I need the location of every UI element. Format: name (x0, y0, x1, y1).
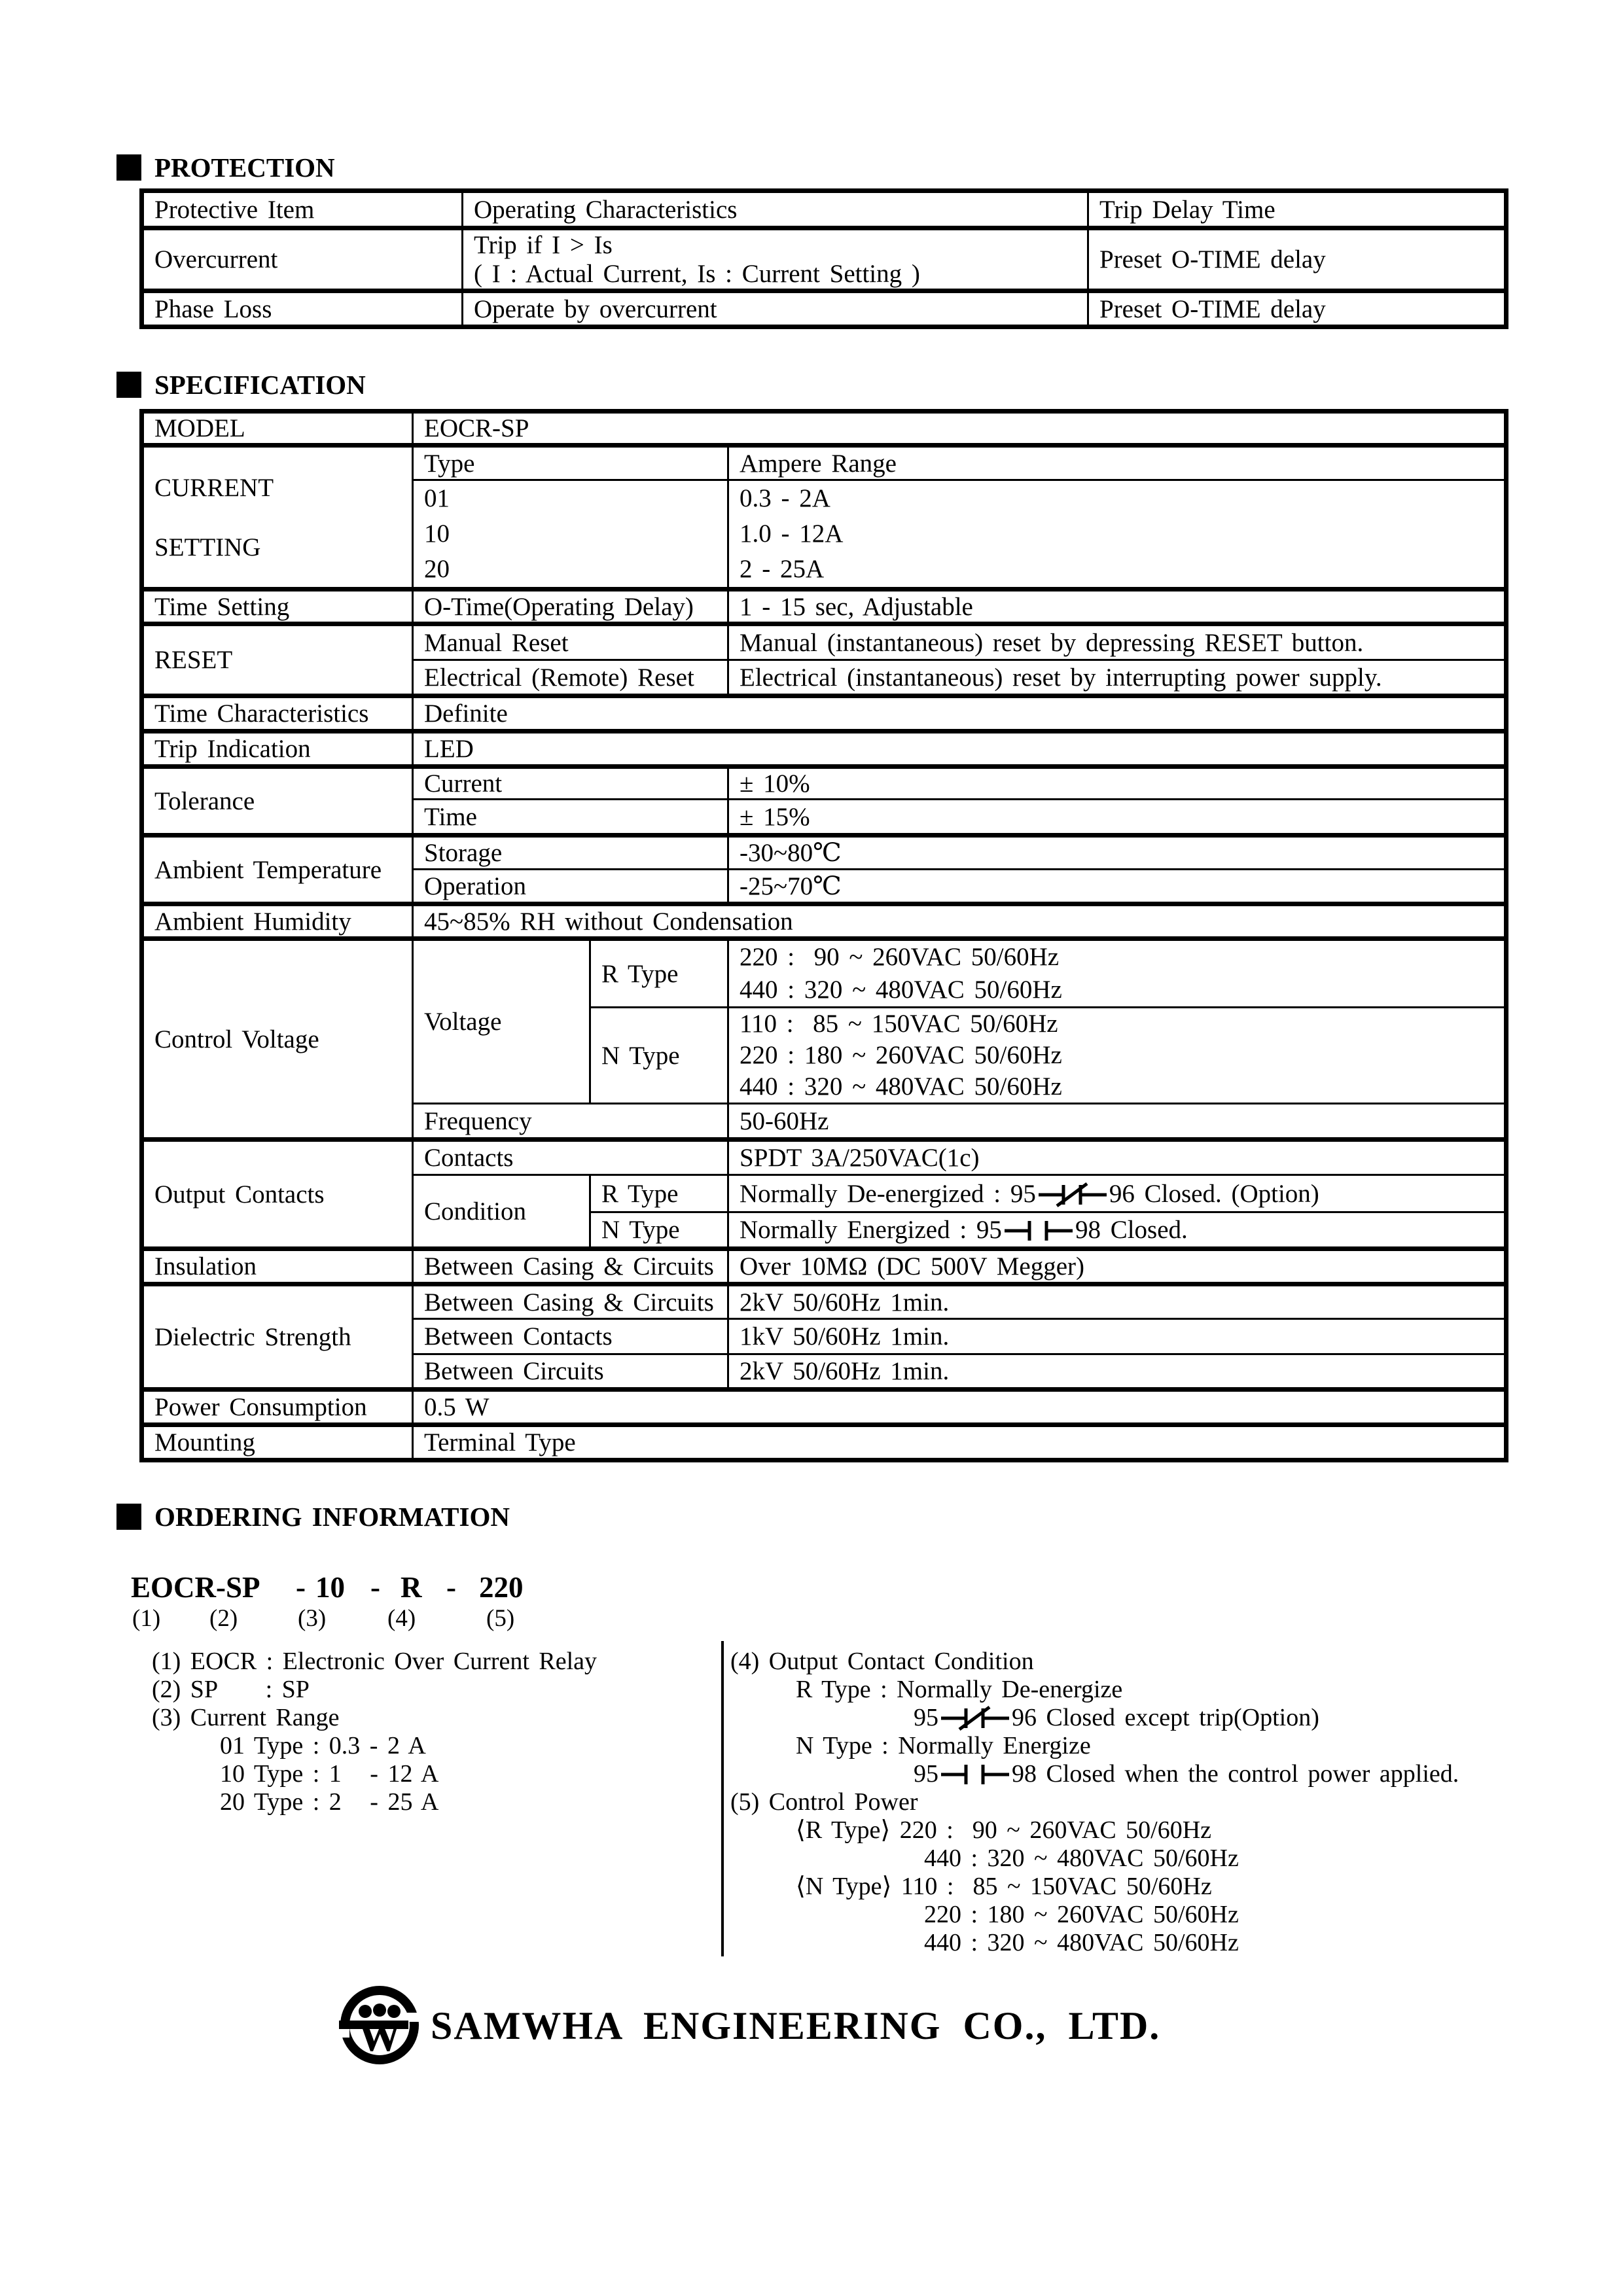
code-part: 220 (479, 1571, 524, 1604)
spec-tolerance-current-sub: Current (413, 767, 728, 800)
ordering-model-code (131, 1570, 654, 1604)
ordering-section-header (116, 1501, 510, 1532)
voltage-line: 220 : 90 ~ 260VAC 50/60Hz (740, 943, 1060, 971)
specification-table (139, 409, 1508, 1462)
no-contact-icon (941, 1761, 1009, 1788)
logo-monogram: W (358, 2013, 401, 2060)
ordering-voltage-line: 440 : 320 ~ 480VAC 50/60Hz (924, 1929, 1239, 1956)
spec-row-ambient-storage (142, 836, 1507, 870)
spec-dielectric-sub: Between Contacts (413, 1319, 728, 1354)
spec-frequency-sub: Frequency (413, 1104, 728, 1140)
spec-row-tolerance-current (142, 767, 1507, 800)
section-bullet-square (116, 154, 141, 181)
spec-current-ampere-header: Ampere Range (728, 446, 1507, 480)
spec-row-time-characteristics (142, 696, 1507, 732)
code-label: (5) (486, 1605, 515, 1632)
protection-row-overcurrent (142, 228, 1507, 291)
spec-dielectric-sub: Between Circuits (413, 1354, 728, 1390)
spec-contacts-sub: Contacts (413, 1140, 728, 1175)
column-divider-line (721, 1641, 724, 1956)
protection-header-characteristics: Operating Characteristics (463, 191, 1088, 228)
spec-mounting-value: Terminal Type (413, 1425, 1507, 1460)
spec-label-ambient-humidity: Ambient Humidity (142, 904, 413, 939)
condition-text: 96 Closed. (Option) (1109, 1179, 1319, 1208)
spec-condition-r-value (728, 1175, 1507, 1212)
spec-row-voltage-r-type (142, 939, 1507, 1008)
spec-insulation-value: Over 10MΩ (DC 500V Megger) (728, 1249, 1507, 1284)
spec-label-dielectric: Dielectric Strength (142, 1284, 413, 1390)
code-part: R (401, 1571, 422, 1604)
company-name: SAMWHA ENGINEERING CO., LTD. (431, 2004, 1161, 2047)
current-type: 20 (424, 555, 450, 583)
samwha-logo-icon (339, 1984, 420, 2066)
spec-label-insulation: Insulation (142, 1249, 413, 1284)
spec-voltage-r-type-label: R Type (590, 939, 728, 1008)
ordering-subitem: 10 Type : 1 - 12 A (220, 1760, 439, 1788)
code-label: (2) (209, 1605, 238, 1632)
spec-condition-r-label: R Type (590, 1175, 728, 1212)
spec-tolerance-time-sub: Time (413, 800, 728, 836)
spec-row-dielectric-casing (142, 1284, 1507, 1319)
code-separator: - (370, 1571, 380, 1604)
protection-header-row (142, 191, 1507, 228)
spec-row-reset-manual (142, 624, 1507, 660)
ampere-range: 0.3 - 2A (740, 484, 830, 512)
characteristics-line: ( I : Actual Current, Is : Current Setting ) (474, 259, 920, 288)
nc-contact-icon (941, 1705, 1009, 1731)
spec-value-model: EOCR-SP (413, 412, 1507, 446)
ordering-voltage-line: ⟨N Type⟩ 110 : 85 ~ 150VAC 50/60Hz (796, 1873, 1212, 1900)
spec-tolerance-time-value: ± 15% (728, 800, 1507, 836)
ordering-subitem: 01 Type : 0.3 - 2 A (220, 1732, 426, 1759)
contact-text: 95 (914, 1760, 938, 1788)
company-logo (339, 1984, 420, 2070)
spec-voltage-n-values (728, 1008, 1507, 1104)
protection-item-cell: Phase Loss (142, 291, 463, 327)
ordering-voltage-line: 220 : 180 ~ 260VAC 50/60Hz (924, 1901, 1239, 1928)
spec-reset-electrical-value: Electrical (instantaneous) reset by interrupting power supply. (728, 660, 1507, 696)
specification-section-header (116, 369, 366, 400)
specification-section-title: SPECIFICATION (154, 370, 366, 400)
spec-label-time-setting: Time Setting (142, 590, 413, 624)
spec-label-ambient-temperature: Ambient Temperature (142, 836, 413, 904)
protection-row-phase-loss (142, 291, 1507, 327)
spec-row-model (142, 412, 1507, 446)
ordering-subitem: N Type : Normally Energize (796, 1732, 1091, 1759)
protection-section-header (116, 152, 335, 183)
spec-time-setting-value: 1 - 15 sec, Adjustable (728, 590, 1507, 624)
code-part: 10 (315, 1571, 345, 1604)
spec-ambient-operation-sub: Operation (413, 870, 728, 904)
spec-dielectric-value: 1kV 50/60Hz 1min. (728, 1319, 1507, 1354)
ordering-item: (3) Current Range (152, 1704, 340, 1731)
ordering-subitem: R Type : Normally De-energize (796, 1676, 1123, 1703)
spec-label-model: MODEL (142, 412, 413, 446)
spec-row-ambient-humidity (142, 904, 1507, 939)
spec-dielectric-sub: Between Casing & Circuits (413, 1284, 728, 1319)
protection-characteristics-cell: Operate by overcurrent (463, 291, 1088, 327)
section-bullet-square (116, 1504, 141, 1530)
section-bullet-square (116, 372, 141, 398)
protection-section-title: PROTECTION (154, 152, 335, 183)
protection-item-cell: Overcurrent (142, 228, 463, 291)
voltage-line: 220 : 180 ~ 260VAC 50/60Hz (740, 1041, 1062, 1069)
ordering-item: (4) Output Contact Condition (730, 1648, 1034, 1675)
spec-ambient-operation-value: -25~70℃ (728, 870, 1507, 904)
characteristics-line: Trip if I > Is (474, 230, 613, 259)
spec-voltage-r-values (728, 939, 1507, 1008)
ordering-item: (1) EOCR : Electronic Over Current Relay (152, 1648, 597, 1675)
spec-dielectric-value: 2kV 50/60Hz 1min. (728, 1354, 1507, 1390)
nc-contact-icon (1039, 1182, 1107, 1208)
spec-current-types-cell (413, 480, 728, 590)
spec-label-current-setting (142, 446, 413, 590)
current-type: 01 (424, 484, 450, 512)
label-line: CURRENT (154, 473, 274, 502)
ordering-subitem: 20 Type : 2 - 25 A (220, 1788, 439, 1816)
contact-text: 96 Closed except trip(Option) (1012, 1704, 1319, 1731)
spec-current-type-header: Type (413, 446, 728, 480)
spec-condition-sub: Condition (413, 1175, 590, 1249)
spec-condition-n-value (728, 1212, 1507, 1249)
ordering-item: (5) Control Power (730, 1788, 918, 1816)
protection-delay-cell: Preset O-TIME delay (1088, 291, 1507, 327)
spec-frequency-value: 50-60Hz (728, 1104, 1507, 1140)
ordering-contact-line (730, 1760, 1459, 1788)
ordering-voltage-line: ⟨R Type⟩ 220 : 90 ~ 260VAC 50/60Hz (796, 1816, 1212, 1844)
spec-label-control-voltage: Control Voltage (142, 939, 413, 1140)
code-label: (3) (298, 1605, 327, 1632)
protection-characteristics-cell (463, 228, 1088, 291)
spec-ambient-storage-value: -30~80℃ (728, 836, 1507, 870)
spec-time-characteristics-value: Definite (413, 696, 1507, 732)
voltage-line: 440 : 320 ~ 480VAC 50/60Hz (740, 976, 1062, 1004)
voltage-line: 110 : 85 ~ 150VAC 50/60Hz (740, 1010, 1058, 1038)
current-type: 10 (424, 520, 450, 548)
condition-text: Normally Energized : 95 (740, 1216, 1002, 1244)
spec-voltage-sub: Voltage (413, 939, 590, 1104)
code-label: (4) (387, 1605, 416, 1632)
spec-label-output-contacts: Output Contacts (142, 1140, 413, 1249)
spec-row-power-consumption (142, 1390, 1507, 1425)
ordering-code-labels (131, 1604, 654, 1634)
contact-text: 98 Closed when the control power applied. (1012, 1760, 1459, 1788)
label-line: SETTING (154, 533, 261, 561)
spec-row-insulation (142, 1249, 1507, 1284)
voltage-line: 440 : 320 ~ 480VAC 50/60Hz (740, 1072, 1062, 1101)
spec-reset-manual-sub: Manual Reset (413, 624, 728, 660)
ordering-section-title: ORDERING INFORMATION (154, 1502, 510, 1532)
protection-table (139, 188, 1508, 329)
ordering-contact-line (730, 1704, 1459, 1732)
spec-power-consumption-value: 0.5 W (413, 1390, 1507, 1425)
no-contact-icon (1005, 1218, 1073, 1244)
ampere-range: 1.0 - 12A (740, 520, 844, 548)
spec-ambient-storage-sub: Storage (413, 836, 728, 870)
ordering-left-column (152, 1648, 597, 1816)
protection-delay-cell: Preset O-TIME delay (1088, 228, 1507, 291)
ordering-right-column (730, 1648, 1459, 1957)
spec-label-tolerance: Tolerance (142, 767, 413, 836)
code-separator: - (296, 1571, 306, 1604)
spec-ambient-humidity-value: 45~85% RH without Condensation (413, 904, 1507, 939)
protection-header-item: Protective Item (142, 191, 463, 228)
spec-trip-indication-value: LED (413, 732, 1507, 767)
spec-tolerance-current-value: ± 10% (728, 767, 1507, 800)
code-separator: - (446, 1571, 456, 1604)
ampere-range: 2 - 25A (740, 555, 825, 583)
spec-row-time-setting (142, 590, 1507, 624)
spec-reset-electrical-sub: Electrical (Remote) Reset (413, 660, 728, 696)
spec-label-trip-indication: Trip Indication (142, 732, 413, 767)
spec-time-setting-sub: O-Time(Operating Delay) (413, 590, 728, 624)
condition-text: Normally De-energized : 95 (740, 1179, 1036, 1208)
spec-contacts-value: SPDT 3A/250VAC(1c) (728, 1140, 1507, 1175)
spec-row-mounting (142, 1425, 1507, 1460)
spec-row-contacts (142, 1140, 1507, 1175)
spec-label-power-consumption: Power Consumption (142, 1390, 413, 1425)
spec-row-current-setting-header (142, 446, 1507, 480)
contact-text: 95 (914, 1704, 938, 1731)
spec-label-mounting: Mounting (142, 1425, 413, 1460)
spec-voltage-n-type-label: N Type (590, 1008, 728, 1104)
spec-condition-n-label: N Type (590, 1212, 728, 1249)
ordering-item: (2) SP : SP (152, 1676, 310, 1703)
spec-dielectric-value: 2kV 50/60Hz 1min. (728, 1284, 1507, 1319)
spec-label-time-characteristics: Time Characteristics (142, 696, 413, 732)
spec-row-trip-indication (142, 732, 1507, 767)
ordering-voltage-line: 440 : 320 ~ 480VAC 50/60Hz (924, 1845, 1239, 1872)
spec-reset-manual-value: Manual (instantaneous) reset by depressing RESET button. (728, 624, 1507, 660)
code-label: (1) (132, 1605, 161, 1632)
spec-current-ranges-cell (728, 480, 1507, 590)
spec-label-reset: RESET (142, 624, 413, 696)
spec-insulation-sub: Between Casing & Circuits (413, 1249, 728, 1284)
code-part: EOCR-SP (131, 1571, 260, 1604)
protection-header-delay: Trip Delay Time (1088, 191, 1507, 228)
condition-text: 98 Closed. (1075, 1216, 1188, 1244)
